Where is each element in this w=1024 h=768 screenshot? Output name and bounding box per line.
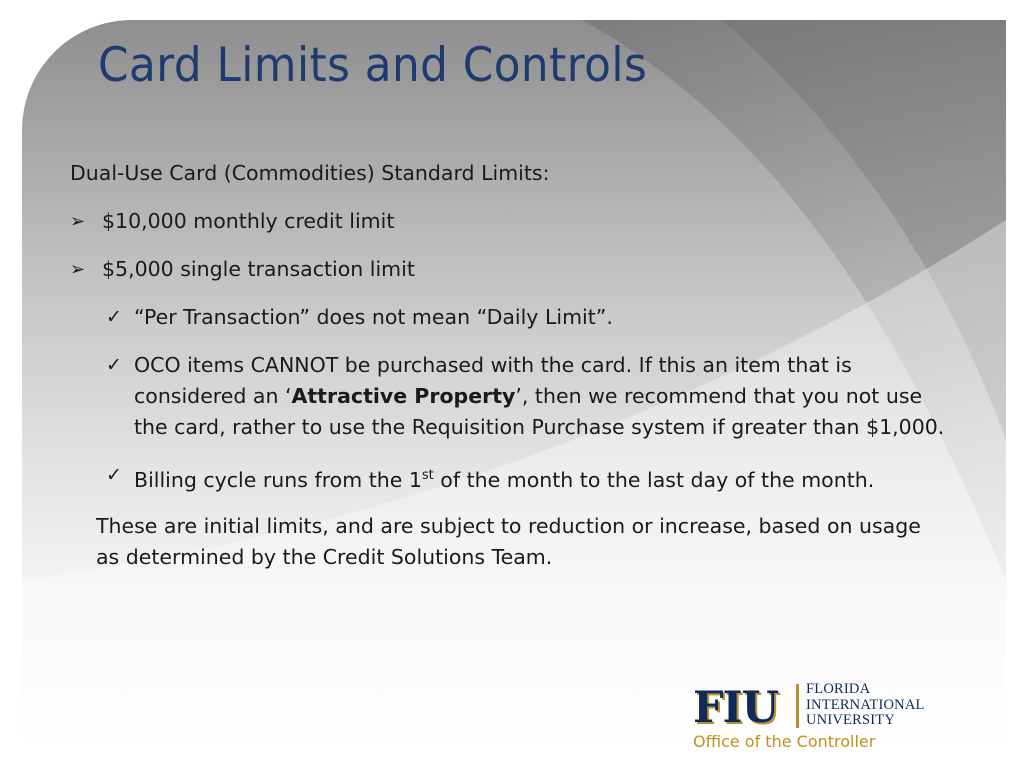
ordinal-suffix: st bbox=[421, 468, 434, 483]
limits-heading: Dual-Use Card (Commodities) Standard Limits: bbox=[70, 161, 550, 185]
sub-list-item bbox=[106, 460, 950, 496]
closing-paragraph: These are initial limits, and are subject to reduction or increase, based on usage as determined by the Credit Solutions Team. bbox=[96, 513, 921, 569]
sub-bullet-text bbox=[134, 460, 950, 496]
fiu-logo-mark: FIU bbox=[693, 683, 779, 733]
bullet-text: $5,000 single transaction limit bbox=[102, 257, 415, 281]
sub-list-item bbox=[106, 350, 950, 443]
sub-bullet-text-part: of the month to the last day of the month. bbox=[433, 467, 875, 492]
slide-title: Card Limits and Controls bbox=[98, 38, 648, 93]
checkmark-icon: ✓ bbox=[106, 464, 122, 486]
sub-bullet-text-part: OCO items CANNOT be purchased with the card. If this an item that is considered an ‘ bbox=[134, 353, 852, 408]
checkmark-icon: ✓ bbox=[106, 354, 122, 376]
logo-divider bbox=[796, 684, 799, 728]
sub-bullet-text-part: Billing cycle runs from the 1 bbox=[134, 467, 422, 492]
list-item bbox=[70, 254, 950, 285]
attractive-property-term: Attractive Property bbox=[291, 384, 516, 408]
sub-list-item bbox=[106, 302, 950, 333]
office-label: Office of the Controller bbox=[693, 732, 876, 751]
slide-body bbox=[70, 158, 950, 573]
checkmark-icon: ✓ bbox=[106, 306, 122, 328]
logo-name-line: UNIVERSITY bbox=[806, 712, 895, 728]
sub-bullet-text-part: ’, then we recommend that you not use the card, rather to use the Requisition Purchase system if greater than $1,000. bbox=[134, 384, 945, 439]
bullet-text: $10,000 monthly credit limit bbox=[102, 209, 395, 233]
fiu-logo-name bbox=[806, 682, 925, 729]
arrow-bullet-icon: ➢ bbox=[70, 259, 86, 280]
logo-name-line: FLORIDA bbox=[806, 681, 871, 697]
list-item bbox=[70, 206, 950, 237]
logo-name-line: INTERNATIONAL bbox=[806, 696, 925, 713]
sub-bullet-text: “Per Transaction” does not mean “Daily Limit”. bbox=[134, 305, 613, 329]
arrow-bullet-icon: ➢ bbox=[70, 211, 86, 232]
sub-bullet-text bbox=[134, 350, 950, 443]
fiu-logo bbox=[693, 682, 948, 734]
